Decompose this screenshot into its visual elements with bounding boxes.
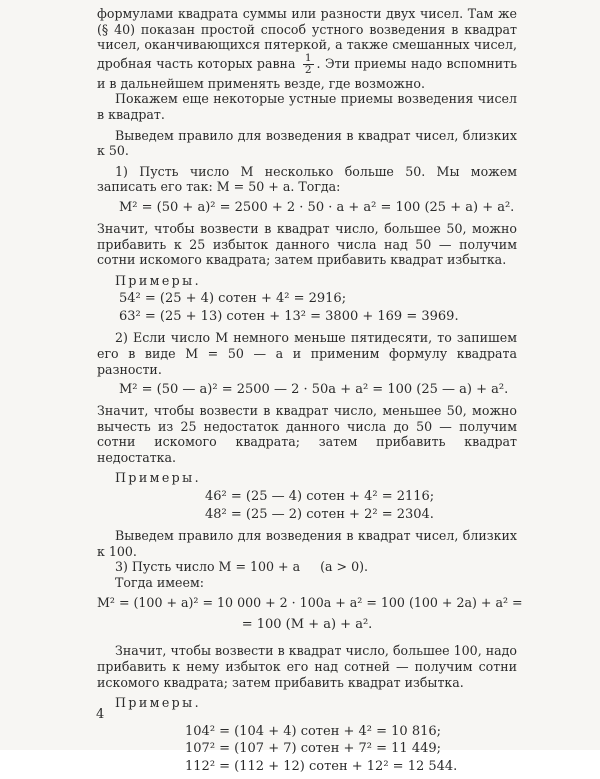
paragraph-case-2: 2) Если число M немного меньше пятидесяти, то запишем его в виде M = 50 — a и применим формулу квадрата разности. [97, 330, 517, 377]
example-line: 54² = (25 + 4) сотен + 4² = 2916; [119, 291, 347, 307]
formula-square-diff-50: M² = (50 — a)² = 2500 — 2 · 50a + a² = 100 (25 — a) + a². [119, 382, 509, 398]
example-line: 104² = (104 + 4) сотен + 4² = 10 816; [185, 723, 442, 739]
examples-list-3 [97, 723, 517, 776]
page-number: 4 [96, 707, 105, 722]
examples-heading-2: Примеры. [115, 470, 201, 486]
example-line: 46² = (25 — 4) сотен + 4² = 2116; [205, 489, 435, 505]
formula-square-sum-100-continued: = 100 (M + a) + a². [241, 617, 373, 633]
example-line: 107² = (107 + 7) сотен + 7² = 11 449; [185, 741, 442, 757]
examples-heading-3: Примеры. [115, 695, 201, 711]
paragraph-show-methods: Покажем еще некоторые устные приемы возведения чисел в квадрат. [97, 91, 517, 122]
example-line: 48² = (25 — 2) сотен + 2² = 2304. [205, 506, 434, 522]
examples-heading-1: Примеры. [115, 272, 201, 288]
paragraph-case-3: 3) Пусть число M = 100 + a (a > 0). [115, 559, 369, 575]
examples-list-2 [97, 488, 517, 523]
example-line: 63² = (25 + 13) сотен + 13² = 3800 + 169 = 3969. [119, 308, 459, 324]
paragraph-then-we-have: Тогда имеем: [115, 574, 204, 590]
paragraph-rule-near-100: Выведем правило для возведения в квадрат чисел, близких к 100. [97, 528, 517, 559]
fraction-one-half: $\frac{1}{2}$ [304, 51, 312, 76]
paragraph-rule-near-50: Выведем правило для возведения в квадрат чисел, близких к 50. [97, 127, 517, 159]
paragraph-conclusion-3: Значит, чтобы возвести в квадрат число, большее 100, надо прибавить к нему избыток его над сотней — получим сотни искомого квадрата; затем прибавить квадрат избытка. [97, 643, 517, 690]
example-line: 112² = (112 + 12) сотен + 12² = 12 544. [185, 758, 458, 774]
paragraph-conclusion-2: Значит, чтобы возвести в квадрат число, меньшее 50, можно вычесть из 25 недостаток данного числа до 50 — получим сотни искомого квадрата; затем прибавить квадрат недостатка. [97, 403, 517, 465]
paragraph-conclusion-1: Значит, чтобы возвести в квадрат число, большее 50, можно прибавить к 25 избыток данного числа над 50 — получим сотни искомого квадрата; затем прибавить квадрат избытка. [97, 220, 517, 268]
page-content [97, 6, 523, 779]
examples-list-1 [97, 290, 517, 325]
paragraph-case-1: 1) Пусть число M несколько больше 50. Мы можем записать его так: M = 50 + a. Тогда: [97, 163, 517, 195]
formula-square-sum-50: M² = (50 + a)² = 2500 + 2 · 50 · a + a² = 100 (25 + a) + a². [119, 199, 515, 215]
paragraph-intro: формулами квадрата суммы или разности двух чисел. Там же (§ 40) показан простой способ устного возведения в квадрат чисел, оканчивающихся пятеркой, а также смешанных чисел, дробная часть которых равна $\frac{1}{2}$ . Эти приемы надо вспомнить и в дальнейшем применять везде, где возможно. [97, 6, 517, 91]
formula-square-sum-100: M² = (100 + a)² = 10 000 + 2 · 100a + a² = 100 (100 + 2a) + a² = [97, 595, 523, 611]
